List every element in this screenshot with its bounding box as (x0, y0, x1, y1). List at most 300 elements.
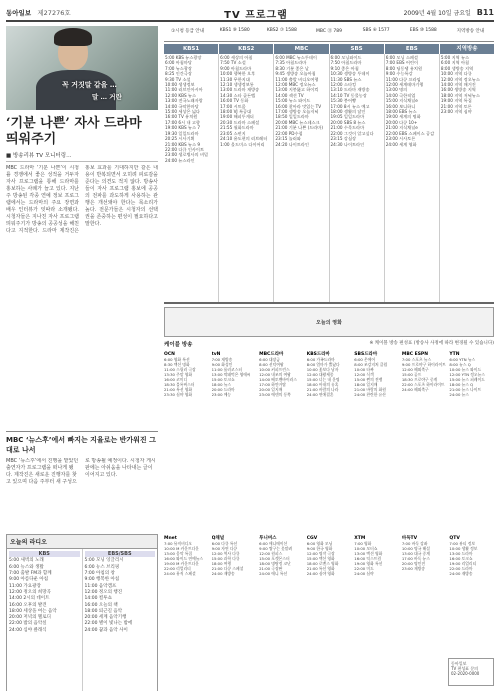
photo-caption-1: 꼭 거짓말 같을 … (62, 81, 117, 89)
cable-program-entry: 12:00 대왕세종 (306, 372, 334, 377)
program-entry: 18:50 일일드라마 (275, 114, 309, 120)
program-entry: 20:30 드라마 스페셜 (220, 119, 260, 125)
cable-program-entry: 24:00 재방송 (449, 570, 473, 576)
masthead (6, 6, 494, 22)
footer-line: 동아일보 (451, 661, 467, 666)
program-entry: 9:00 수능특강 (385, 71, 413, 77)
cable-program-entry: 19:00 리얼리티 (449, 560, 477, 566)
cable-program-entry: 18:00 여행 (211, 560, 232, 566)
program-entry: 21:55 월화드라마 (220, 125, 254, 131)
cable-program-entry: 10:00 타짜 (354, 367, 374, 372)
cable-program-entry: 13:00 액션 영화 (354, 550, 383, 556)
cable-program-entry: 22:00 스포츠 하이라이트 (401, 382, 445, 387)
program-entry: 6:00 MBC 뉴스투데이 (275, 55, 317, 60)
radio-program: 9:00 행복한 아침 (84, 577, 120, 583)
cable-program-entry: 16:00 토크쇼 (449, 555, 473, 561)
cable-program-entry: 16:00 와이드 연예뉴스 (164, 555, 204, 561)
article2-headline: MBC ‘뉴스후’에서 빠지는 지율로는 반가워진 그대로 나서 (6, 431, 158, 455)
cable-channel-block (164, 350, 209, 534)
radio-program: 22:00 밤의 음악실 (9, 621, 47, 627)
program-entry: 5:00 지역 뉴스 (440, 55, 470, 60)
cable-program-entry: 19:00 영화 특선 (354, 560, 383, 566)
cable-channel-name: Mnet (164, 535, 177, 541)
footer-line: TV 편성표 문의 (451, 666, 479, 671)
cable-channel-block (307, 534, 352, 691)
program-entry: 24:30 나이트라인 (330, 141, 365, 147)
radio-column (7, 549, 83, 691)
tv-schedule (164, 26, 494, 686)
radio-program: 11:00 가요광장 (9, 583, 41, 589)
program-entry: 22:00 EBS 스페이스 공감 (385, 130, 435, 136)
program-entry: 10:30 생방송 투데이 (330, 71, 370, 77)
cable-program-entry: 13:00 대국 중계 (401, 550, 430, 556)
paper-name: 동아일보 (6, 9, 32, 17)
cable-program-entry: 15:00 골프 (401, 372, 422, 377)
radio-column-head: EBS/SBS (85, 551, 156, 557)
cable-channel-name: KBS드라마 (306, 352, 330, 357)
program-entry: 21:00 지식채널e (385, 125, 418, 131)
program-entry: 14:30 스타 골든벨 (220, 92, 256, 98)
cable-program-entry: 12:00 YTN 정오뉴스 (449, 372, 485, 377)
cable-program-entry: 14:00 베토벤바이러스 (259, 377, 297, 382)
program-entry: 1:00 올드미스 다이어리 (220, 141, 265, 147)
program-entry: 12:00 KBS 뉴스 (165, 92, 197, 98)
cable-program-entry: 6:00 영화 특선 (164, 357, 190, 362)
program-entry: 17:00 시트콤 (220, 103, 246, 109)
schedule-info-item: MBC ⑪ 789 (316, 29, 342, 34)
issue-date: 2009년 4월 10일 금요일 (403, 10, 471, 17)
program-entry: 18:00 EBS 뉴스 (385, 109, 417, 115)
program-entry: 18:00 생활의 달인 (330, 109, 366, 115)
cable-program-entry: 18:00 아내의 유혹 (306, 382, 339, 387)
cable-program-entry: 16:00 코미디 (164, 377, 188, 382)
cable-program-entry: 15:00 너는 내 운명 (306, 377, 340, 382)
cable-program-entry: 21:00 특선 영화 (164, 387, 193, 392)
program-entry: 11:30 무한지대 (220, 76, 250, 82)
cable-program-entry: 10:00 뉴스 와이드 (449, 367, 482, 372)
cable-program-entry: 7:00 스포츠 뉴스 (401, 357, 432, 362)
cable-program-entry: 6:00 대장금 (259, 357, 280, 362)
page-number: B11 (476, 8, 494, 17)
cable-program-entry: 22:00 미드 (354, 565, 374, 571)
program-entry: 21:00 KBS 뉴스 9 (165, 141, 201, 147)
program-entry: 12:00 지역 정오뉴스 (440, 76, 480, 82)
program-entry: 7:35 아침드라마 (275, 60, 307, 66)
program-entry: 13:00 드라마 재방송 (220, 87, 260, 93)
cable-program-entry: 17:00 바둑 뉴스 (401, 555, 430, 561)
cable-program-entry: 8:00 선덕여왕 (259, 362, 284, 367)
program-entry: 23:15 강심장 (330, 136, 357, 142)
program-entry: 8:30 기분 좋은 날 (275, 65, 309, 71)
channel-schedule-column (274, 54, 329, 302)
cable-program-entry: 18:00 일지매 (354, 382, 378, 387)
article-body: MBC 드라마 ‘기분 나쁜’이 시청률 경쟁에서 좋은 성적을 거두자 자사 프로그램을 통해 드라마를 홍보하는 사례가 늘고 있다. 지난주 방송된 각종 연예 정보 프로그램에서는 드라마의 주요 장면과 배우 인터뷰가 잇따라 소개됐다. 시청자들은 지나친 자사 프로그램 띄워주기가 방송의 공공성을 해친다고 지적한다. 드라마 제작진은 홍보 효과를 기대하지만 같은 내용이 반복되면서 오히려 피로감을 준다는 의견도 적지 않다. 방송사들이 자사 프로그램 홍보에 공공의 전파를 과도하게 사용하는 관행은 개선돼야 한다는 목소리가 높다. 전문가들은 시청자의 선택권을 존중하는 편성이 필요하다고 말한다. (6, 165, 158, 235)
program-entry: 8:00 딩동댕 유치원 (385, 65, 423, 71)
cable-program-entry: 13:00 막돼먹은 영애씨 (211, 372, 251, 377)
cable-program-entry: 7:00 재방송 (211, 357, 233, 362)
radio-program: 12:00 정오의 행진 (84, 589, 123, 595)
cable-program-entry: 6:00 가족드라마 (306, 357, 335, 362)
schedule-info-bar (164, 26, 494, 42)
cable-program-entry: 21:00 다큐 스페셜 (211, 565, 244, 571)
cable-program-entry: 9:00 프로야구 하이라이트 (401, 362, 446, 367)
photo-body-shape (36, 70, 116, 110)
program-entry: 16:00 보니하니 (385, 103, 416, 109)
cable-program-entry: 23:00 재방송 (401, 565, 425, 571)
radio-columns (7, 549, 157, 691)
program-entry: 6:00 지역 아침 (440, 60, 470, 66)
program-entry: 16:00 생방송 지역 (440, 87, 476, 93)
cable-channel-name: tvN (211, 352, 221, 357)
cable-program-entry: 8:30 액션 명화 (164, 362, 190, 367)
program-entry: 14:10 TV 동물농장 (330, 92, 367, 98)
masthead-paper (6, 8, 71, 17)
channel-schedule-column (219, 54, 274, 302)
program-entry: 10:00 지역 다큐 (440, 71, 472, 77)
program-entry: 14:00 지역 매거진 (440, 82, 476, 88)
cable-program-entry: 12:00 해외축구 (401, 367, 429, 372)
channel-schedule-column (164, 54, 219, 302)
cable-channel-name: 바둑TV (401, 535, 418, 541)
article2-body: MBC ‘뉴스후’에서 진행을 맡았던 출연자가 프로그램을 떠나게 됐다. 제작진은 새로운 진행자를 찾고 있으며 다음 주부터 새 구성으로 방송될 예정이다. 시청자 게시판에는 아쉬움을 나타내는 글이 이어지고 있다. (6, 458, 156, 486)
program-entry: 17:00 6시 내 고향 (165, 119, 200, 125)
cable-channel-block (402, 534, 447, 691)
radio-program: 22:00 별이 빛나는 밤에 (84, 621, 133, 627)
channel-header: KBS2 (219, 44, 273, 54)
cable-program-entry: 18:00 뉴스 Q (449, 382, 474, 387)
cable-program-entry: 13:30 주말 영화 (164, 372, 193, 377)
radio-program: 6:00 뉴스 브리핑 (84, 564, 120, 570)
cable-channel-name: XTM (354, 535, 366, 541)
program-entry: 24:10 윤도현의 러브레터 (220, 136, 268, 142)
cable-title: 케이블 방송 (164, 342, 193, 348)
program-entry: 14:00 국악한마당 (165, 103, 199, 109)
radio-program: 24:00 심야 클래식 (9, 627, 47, 633)
cable-program-entry: 21:00 특선 영화 (306, 565, 335, 571)
cable-channel-block (212, 350, 257, 534)
program-entry: 6:00 세상의 아침 (220, 55, 253, 60)
cable-channel-name: MBC ESPN (401, 352, 428, 357)
program-entry: 7:00 뉴스광장 (165, 65, 192, 71)
cable-program-entry: 15:00 쩐의 전쟁 (354, 377, 383, 382)
radio-program: 16:00 오늘의 책 (84, 602, 118, 608)
channel-header: EBS (385, 44, 439, 54)
cable-program-entry: 15:00 뉴스 퍼레이드 (449, 377, 485, 382)
cable-program-entry: 21:00 바람의 화원 (354, 387, 386, 392)
radio-program: 20:00 세계 음악기행 (84, 615, 127, 621)
program-entry: 6:00 모닝 스페셜 (385, 55, 418, 60)
program-entry: 18:00 지역 저녁뉴스 (440, 92, 480, 98)
schedule-info-item: KBS2 ⑦ 1588 (266, 28, 297, 33)
program-entry: 7:50 TV 소설 (220, 60, 246, 66)
cable-subtitle: ※ 케이블 방송 편성표 (방송사 사정에 따라 변경될 수 있습니다) (369, 341, 494, 346)
program-entry: 21:00 수목드라마 (330, 125, 365, 131)
program-entry: 16:00 TV 동화 (220, 98, 249, 104)
program-entry: 24:00 세계 영화 (385, 141, 417, 147)
cable-program-entry: 12:00 원피스 (259, 550, 283, 556)
radio-program: 5:00 모닝 잉글리시 (84, 558, 124, 564)
cable-channel-block (402, 350, 447, 534)
cable-program-entry: 10:00 꽃보다 남자 (306, 367, 339, 372)
radio-program: 5:00 새벽의 노래 (9, 558, 44, 564)
program-entry: 11:00 러브인아시아 (165, 87, 203, 93)
cable-program-entry: 10:00 생활 정보 (449, 545, 478, 551)
program-entry: 17:00 생방송 오늘저녁 (275, 109, 319, 115)
cable-program-entry: 24:00 심야 (354, 570, 374, 576)
program-entry: 20:00 SBS 8 뉴스 (330, 119, 366, 125)
cable-channel-name: OCN (164, 352, 175, 357)
radio-program: 12:00 정오의 희망곡 (9, 589, 51, 595)
program-entry: 19:00 지역 특집 (440, 98, 472, 104)
schedule-info-item: SBS ⑥ 1577 (362, 28, 390, 33)
program-entry: 23:00 지역 심야 (440, 109, 472, 115)
cable-program-entry: 6:00 YTN 뉴스 (449, 357, 476, 362)
program-entry: 15:00 지식채널e (385, 98, 418, 104)
left-column (6, 26, 158, 686)
cable-program-entry: 15:00 과학 다큐 (211, 555, 240, 561)
cable-channel-block (354, 534, 399, 691)
cable-channel-name: 투니버스 (259, 535, 277, 541)
cable-program-entry: 20:00 일지매 (259, 387, 283, 392)
cable-program-entry: 15:00 액션 영화 (306, 555, 335, 561)
program-entry: 7:00 EBS 어린이 (385, 60, 418, 66)
program-entry: 19:00 해피투게더 (220, 114, 254, 120)
cable-program-entry: 7:00 영화 (354, 540, 372, 546)
program-entry: 22:00 PD수첩 (275, 130, 303, 136)
channel-header: SBS (330, 44, 384, 54)
radio-program: 20:00 저녁의 멜로디 (9, 615, 51, 621)
footer-line: 02-2020-0000 (451, 671, 480, 676)
program-entry: 6:00 아침마당 (165, 60, 192, 66)
program-entry: 10:00 생생정보 (165, 82, 195, 88)
cable-channel-name: QTV (449, 535, 460, 541)
program-entry: 7:50 아침드라마 (330, 60, 362, 66)
cable-program-entry: 7:00 뮤직비디오 (164, 540, 193, 546)
footer-info-box (448, 658, 494, 686)
radio-guide (6, 534, 158, 691)
program-entry: 20:00 다큐 10+ (385, 119, 418, 125)
edition-number: 제27276호 (37, 9, 71, 17)
program-entry: 6:00 모닝와이드 (330, 55, 362, 60)
program-entry: 23:00 시사토론 (385, 136, 416, 142)
cable-program-entry: 6:00 영화 모닝 (306, 540, 333, 546)
channel-schedule-column (330, 54, 385, 302)
radio-program: 9:00 아름다운 아침 (9, 577, 49, 583)
cable-program-entry: 6:00 다큐 특선 (211, 540, 238, 546)
cable-channel-name: SBS드라마 (354, 352, 378, 357)
channel-header: 지역방송 (440, 44, 494, 54)
cable-program-entry: 23:00 에덴의 동쪽 (259, 392, 291, 397)
program-entry: 18:00 VJ 특공대 (220, 109, 252, 115)
cable-program-entry: 15:00 포켓몬스터 (259, 555, 290, 561)
channel-header: MBC (274, 44, 328, 54)
program-entry: 16:00 TV 유치원 (165, 114, 198, 120)
cable-program-entry: 11:00 롤러코스터 (211, 367, 243, 372)
cable-schedule-grid (164, 350, 494, 691)
cable-program-entry: 24:00 연애결혼 (306, 392, 334, 397)
cable-program-entry: 10:00 명국 해설 (401, 545, 430, 551)
inset-box: 오늘의 영화 (164, 307, 494, 337)
program-entry: 20:00 MBC 뉴스데스크 (275, 119, 320, 125)
program-entry: 9:00 아침드라마 (220, 65, 252, 71)
section-title: TV 프로그램 (224, 10, 288, 21)
cable-program-entry: 12:00 내조의 여왕 (259, 372, 291, 377)
radio-program: 7:00 출발 FM과 함께 (9, 571, 52, 577)
program-entry: 5:00 KBS 뉴스광장 (165, 55, 202, 60)
cable-program-entry: 24:00 찬란한 유산 (354, 392, 386, 397)
cable-program-entry: 22:00 드라마 (449, 565, 473, 571)
cable-program-entry: 6:00 온에어 (354, 357, 376, 362)
program-entry: 23:15 놀러와 (275, 136, 301, 142)
radio-program: 24:00 꿈과 음악 사이 (84, 627, 128, 633)
cable-program-entry: 9:00 짱구는 못말려 (259, 545, 293, 551)
program-entry: 15:00 뉴스 와이드 (275, 98, 311, 104)
cable-program-entry: 24:00 뉴스 (449, 392, 469, 397)
schedule-info-item: KBS1 ⑨ 1580 (219, 28, 250, 33)
program-entry: 12:00 스타킹 (330, 82, 357, 88)
broadcast-schedule-grid (164, 54, 494, 304)
cable-program-entry: 23:30 심야 영화 (164, 392, 193, 397)
cable-channel-block (259, 350, 304, 534)
cable-program-entry: 7:00 뷰티 정보 (449, 540, 476, 546)
radio-program: 14:00 컬투쇼 (84, 596, 112, 602)
radio-program: 18:00 세상을 여는 음악 (9, 608, 57, 614)
program-entry: 24:20 나이트라인 (275, 141, 309, 147)
cable-channel-name: YTN (449, 352, 460, 357)
cable-channel-block (307, 350, 352, 534)
radio-column-head: KBS (9, 551, 80, 557)
cable-program-entry: 8:00 조강지처 클럽 (354, 362, 388, 367)
cable-program-entry: 13:00 드라마 (449, 550, 473, 556)
cable-channel-block (259, 534, 304, 691)
radio-column (83, 549, 158, 691)
cable-program-entry: 8:00 엄마가 뿔났다 (306, 362, 340, 367)
cable-program-entry: 23:00 예능 (211, 392, 232, 397)
program-entry: 9:45 생방송 오늘아침 (275, 71, 316, 77)
cable-program-entry: 10:00 모터쇼 (354, 545, 378, 551)
radio-program: 16:00 오후의 발견 (9, 602, 47, 608)
program-entry: 11:30 SBS 뉴스 (330, 76, 362, 82)
program-entry: 13:10 드라마 재방송 (330, 87, 370, 93)
program-entry: 13:00 명의 (385, 87, 408, 93)
program-entry: 16:00 찾아라 맛있는 TV (275, 103, 322, 109)
program-entry: 23:00 생로병사의 비밀 (165, 152, 209, 158)
cable-channel-block (164, 534, 209, 691)
schedule-info-item: ①시청 등급 안내 (171, 29, 205, 34)
cable-program-entry: 24:00 재방송 (211, 570, 235, 576)
cable-program-entry: 18:00 로맨스 영화 (306, 560, 339, 566)
program-entry: 8:25 인간극장 (165, 71, 192, 77)
cable-program-entry: 21:00 뉴스 나이트 (449, 387, 482, 392)
cable-program-entry: 24:00 심야 영화 (306, 570, 335, 576)
program-entry: 21:00 기분 나쁜 (드라마) (275, 125, 323, 131)
cable-program-entry: 24:00 뮤직 스페셜 (164, 570, 196, 576)
program-entry: 19:05 일일드라마 (330, 114, 365, 120)
program-entry: 19:00 KBS 뉴스 7 (165, 125, 201, 131)
cable-program-entry: 9:00 한국 영화 (306, 545, 333, 551)
cable-program-entry: 10:00 커피프린스 (259, 367, 290, 372)
radio-program: 7:00 아침의 창 (84, 571, 115, 577)
radio-program: 18:00 퇴근길 음악 (84, 608, 123, 614)
program-entry: 14:00 섹션 TV (275, 92, 304, 98)
program-entry: 12:00 세계테마기행 (385, 82, 424, 88)
radio-program: 14:00 2시의 데이트 (9, 596, 50, 602)
masthead-date (404, 8, 494, 17)
cable-program-entry: 15:00 토크쇼 (211, 377, 235, 382)
cable-channel-name: MBC드라마 (259, 352, 284, 357)
program-entry: 17:00 8시 뉴스 예고 (330, 103, 370, 109)
program-entry: 19:00 세계의 명화 (385, 114, 421, 120)
program-entry: 15:30 붕어빵 (330, 98, 357, 104)
cable-program-entry: 9:00 화성인 (211, 362, 233, 367)
cable-program-entry: 19:00 M 카운트다운 (164, 560, 199, 566)
article-headline: ‘기분 나쁜’ 자사 드라마 띄워주기 (6, 116, 142, 147)
photo-hair-shape (54, 28, 92, 46)
radio-guide-title: 오늘의 라디오 (7, 535, 157, 549)
cable-channel-block (449, 350, 494, 534)
radio-program: 6:00 뉴스와 생활 (9, 564, 44, 570)
program-entry: 8:00 생방송 지역 (440, 65, 474, 71)
program-entry: 10:00 행복한 오후 (220, 71, 256, 77)
photo-caption-2: 말 … 거란 (92, 93, 122, 101)
article-photo (6, 26, 158, 110)
program-entry: 9:10 좋은 아침 (330, 65, 359, 71)
cable-channel-block (212, 534, 257, 691)
cable-channel-block (354, 350, 399, 534)
program-entry: 12:00 MBC 정오뉴스 (275, 82, 316, 88)
program-entry: 23:05 스펀지 (220, 130, 246, 136)
cable-program-entry: 18:30 블록버스터 (164, 382, 195, 387)
program-entry: 11:00 출발 비디오여행 (275, 76, 319, 82)
schedule-info-item: 지역방송 안내 (456, 29, 485, 34)
schedule-info-item: EBS ⑩ 1588 (409, 28, 437, 33)
cable-section-title (164, 340, 494, 348)
cable-program-entry: 21:00 바람의 나라 (306, 387, 339, 392)
channel-schedule-column (385, 54, 440, 302)
cable-program-entry: 9:00 자연 다큐 (211, 545, 238, 551)
article-byline: ■ 방송리뷰 TV 모니터링… (6, 151, 158, 162)
program-entry: 20:25 시사기획 (165, 136, 195, 142)
program-entry: 11:00 다큐 프라임 (385, 76, 421, 82)
cable-program-entry: 12:00 식객 (354, 372, 374, 377)
program-entry: 12:10 생생정보통 (220, 82, 254, 88)
program-entry: 13:00 전국노래자랑 (165, 98, 203, 104)
program-entry: 19:30 일일드라마 (165, 130, 199, 136)
program-entry: 22:00 그것이 알고싶다 (330, 130, 374, 136)
cable-program-entry: 12:00 명작 극장 (306, 550, 335, 556)
cable-program-entry: 10:00 M 카운트다운 (164, 545, 199, 551)
program-entry: 9:30 TV 소설 (165, 76, 191, 82)
cable-program-entry: 22:00 리얼리티 (164, 565, 191, 571)
cable-program-entry: 7:00 바둑 강좌 (401, 540, 428, 546)
cable-program-entry: 21:00 극장판 (259, 565, 283, 571)
channel-schedule-column (440, 54, 494, 302)
cable-channel-name: Q채널 (211, 535, 225, 541)
cable-program-entry: 11:00 스릴러 극장 (164, 367, 196, 372)
cable-program-entry: 18:30 프로야구 중계 (401, 377, 438, 382)
cable-program-entry: 13:00 음악 특집 (164, 550, 193, 556)
program-entry: 14:00 극한직업 (385, 92, 416, 98)
program-entry: 13:00 지붕뚫고 하이킥 (275, 87, 319, 93)
cable-program-entry: 12:00 역사 다큐 (211, 550, 240, 556)
cable-program-entry: 24:00 애니 특선 (259, 570, 288, 576)
program-entry: 15:00 세상은 넓다 (165, 109, 200, 115)
cable-program-entry: 8:00 뉴스 Q (449, 362, 471, 367)
cable-program-entry: 17:00 하얀거탑 (259, 382, 286, 387)
cable-program-entry: 20:00 명인전 (401, 560, 425, 566)
cable-program-entry: 6:00 애니메이션 (259, 540, 288, 546)
cable-program-entry: 24:00 해외축구 (401, 387, 429, 392)
